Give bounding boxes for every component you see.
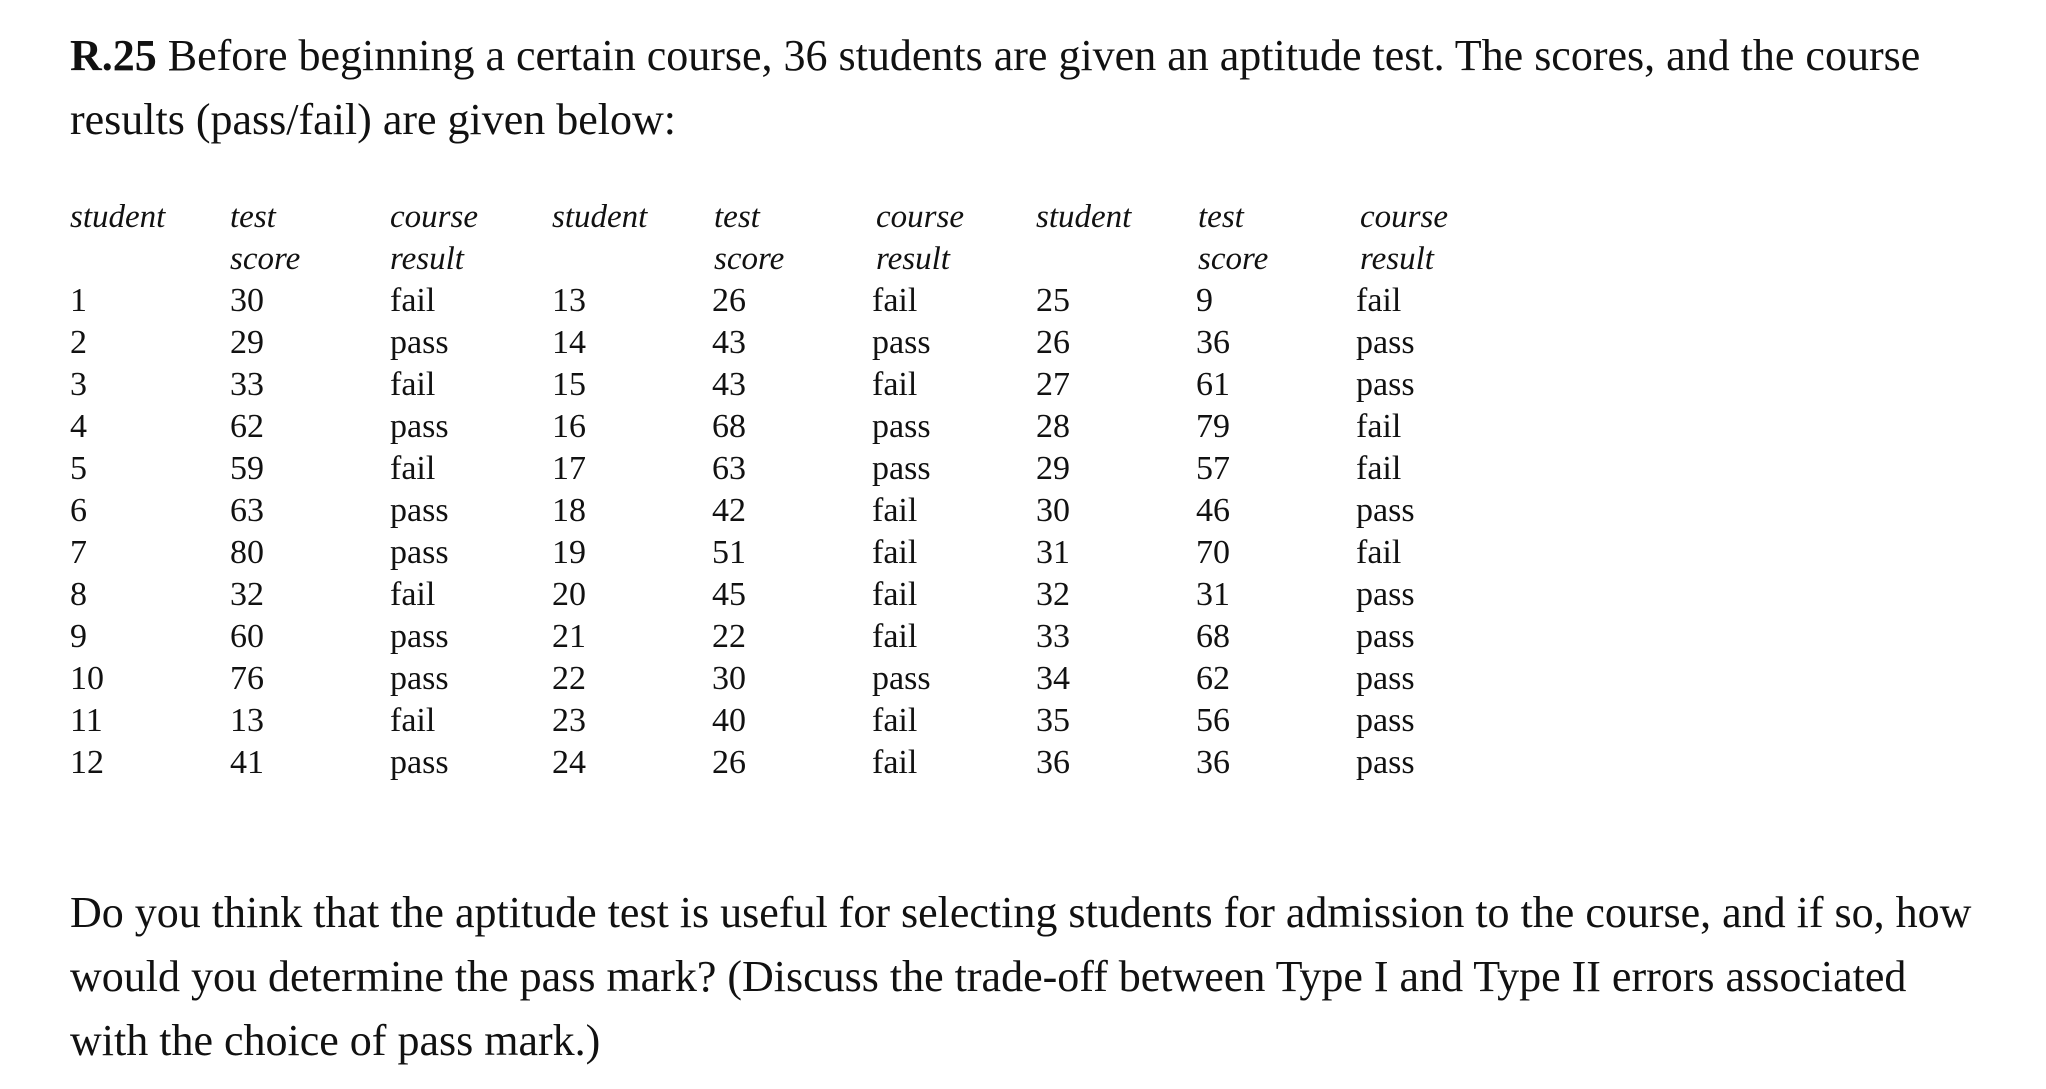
- course-result-cell: pass: [1356, 702, 1415, 739]
- test-score-cell: 36: [1196, 744, 1230, 781]
- problem-label: R.25: [70, 31, 157, 80]
- course-result-cell: pass: [390, 660, 449, 697]
- test-score-cell: 30: [712, 660, 746, 697]
- test-score-cell: 31: [1196, 576, 1230, 613]
- student-number-cell: 1: [70, 282, 87, 319]
- course-header: course: [876, 199, 964, 235]
- test-score-cell: 45: [712, 576, 746, 613]
- course-result-cell: pass: [390, 324, 449, 361]
- test-score-cell: 63: [712, 450, 746, 487]
- student-number-cell: 4: [70, 408, 87, 445]
- question-text: Do you think that the aptitude test is useful for selecting students for admission to the course, and if so, how would you determine the pass mark? (Discuss the trade-off between Type I and Type II errors associated with the choice of pass mark.): [70, 888, 1972, 1065]
- student-number-cell: 2: [70, 324, 87, 361]
- student-number-cell: 21: [552, 618, 586, 655]
- test-score-cell: 41: [230, 744, 264, 781]
- test-header: test: [714, 199, 760, 235]
- student-number-cell: 22: [552, 660, 586, 697]
- course-result-cell: pass: [1356, 576, 1415, 613]
- student-number-cell: 32: [1036, 576, 1070, 613]
- test-score-cell: 32: [230, 576, 264, 613]
- course-result-cell: pass: [872, 660, 931, 697]
- test-score-cell: 13: [230, 702, 264, 739]
- student-number-cell: 13: [552, 282, 586, 319]
- student-number-cell: 25: [1036, 282, 1070, 319]
- course-result-cell: fail: [872, 744, 918, 781]
- result-header: result: [1360, 241, 1434, 277]
- course-result-cell: fail: [872, 366, 918, 403]
- course-result-cell: pass: [1356, 744, 1415, 781]
- test-score-cell: 61: [1196, 366, 1230, 403]
- test-score-cell: 60: [230, 618, 264, 655]
- student-number-cell: 31: [1036, 534, 1070, 571]
- test-score-cell: 22: [712, 618, 746, 655]
- test-score-cell: 43: [712, 324, 746, 361]
- course-result-cell: fail: [1356, 534, 1402, 571]
- course-result-cell: fail: [390, 450, 436, 487]
- score-header: score: [714, 241, 785, 277]
- course-result-cell: fail: [872, 702, 918, 739]
- test-score-cell: 30: [230, 282, 264, 319]
- student-number-cell: 10: [70, 660, 104, 697]
- test-score-cell: 56: [1196, 702, 1230, 739]
- test-score-cell: 33: [230, 366, 264, 403]
- result-header: result: [876, 241, 950, 277]
- student-number-cell: 36: [1036, 744, 1070, 781]
- student-number-cell: 18: [552, 492, 586, 529]
- problem-intro-text: Before beginning a certain course, 36 students are given an aptitude test. The scores, and the course results (pass/fail) are given below:: [70, 31, 1921, 144]
- test-score-cell: 62: [1196, 660, 1230, 697]
- test-score-cell: 57: [1196, 450, 1230, 487]
- student-number-cell: 14: [552, 324, 586, 361]
- course-result-cell: pass: [390, 408, 449, 445]
- student-number-cell: 17: [552, 450, 586, 487]
- course-result-cell: pass: [872, 408, 931, 445]
- course-result-cell: fail: [390, 282, 436, 319]
- student-number-cell: 5: [70, 450, 87, 487]
- course-result-cell: fail: [872, 534, 918, 571]
- course-result-cell: pass: [1356, 366, 1415, 403]
- course-result-cell: pass: [1356, 660, 1415, 697]
- score-header: score: [1198, 241, 1269, 277]
- course-result-cell: fail: [390, 702, 436, 739]
- student-number-cell: 6: [70, 492, 87, 529]
- score-header: score: [230, 241, 301, 277]
- course-result-cell: fail: [872, 618, 918, 655]
- student-number-cell: 7: [70, 534, 87, 571]
- student-header: student: [552, 199, 648, 235]
- course-header: course: [1360, 199, 1448, 235]
- student-header: student: [70, 199, 166, 235]
- student-number-cell: 30: [1036, 492, 1070, 529]
- test-header: test: [230, 199, 276, 235]
- student-number-cell: 8: [70, 576, 87, 613]
- test-score-cell: 59: [230, 450, 264, 487]
- student-number-cell: 9: [70, 618, 87, 655]
- course-result-cell: pass: [1356, 492, 1415, 529]
- course-result-cell: pass: [390, 492, 449, 529]
- course-result-cell: pass: [1356, 618, 1415, 655]
- result-header: result: [390, 241, 464, 277]
- test-score-cell: 43: [712, 366, 746, 403]
- test-score-cell: 26: [712, 282, 746, 319]
- course-result-cell: fail: [390, 576, 436, 613]
- course-result-cell: fail: [872, 282, 918, 319]
- test-score-cell: 68: [712, 408, 746, 445]
- course-result-cell: pass: [1356, 324, 1415, 361]
- course-result-cell: fail: [872, 576, 918, 613]
- test-score-cell: 62: [230, 408, 264, 445]
- student-number-cell: 12: [70, 744, 104, 781]
- problem-intro: [70, 24, 1970, 152]
- test-header: test: [1198, 199, 1244, 235]
- student-number-cell: 15: [552, 366, 586, 403]
- student-number-cell: 24: [552, 744, 586, 781]
- test-score-cell: 63: [230, 492, 264, 529]
- test-score-cell: 46: [1196, 492, 1230, 529]
- test-score-cell: 70: [1196, 534, 1230, 571]
- student-number-cell: 26: [1036, 324, 1070, 361]
- student-number-cell: 28: [1036, 408, 1070, 445]
- course-result-cell: pass: [390, 534, 449, 571]
- course-header: course: [390, 199, 478, 235]
- course-result-cell: fail: [390, 366, 436, 403]
- course-result-cell: pass: [872, 450, 931, 487]
- student-number-cell: 23: [552, 702, 586, 739]
- test-score-cell: 26: [712, 744, 746, 781]
- test-score-cell: 42: [712, 492, 746, 529]
- student-number-cell: 3: [70, 366, 87, 403]
- course-result-cell: pass: [872, 324, 931, 361]
- course-result-cell: pass: [390, 744, 449, 781]
- test-score-cell: 40: [712, 702, 746, 739]
- student-number-cell: 27: [1036, 366, 1070, 403]
- course-result-cell: fail: [1356, 282, 1402, 319]
- course-result-cell: fail: [1356, 450, 1402, 487]
- test-score-cell: 36: [1196, 324, 1230, 361]
- student-number-cell: 33: [1036, 618, 1070, 655]
- student-header: student: [1036, 199, 1132, 235]
- student-number-cell: 29: [1036, 450, 1070, 487]
- student-number-cell: 35: [1036, 702, 1070, 739]
- course-result-cell: fail: [1356, 408, 1402, 445]
- test-score-cell: 80: [230, 534, 264, 571]
- student-number-cell: 20: [552, 576, 586, 613]
- test-score-cell: 51: [712, 534, 746, 571]
- student-number-cell: 34: [1036, 660, 1070, 697]
- test-score-cell: 29: [230, 324, 264, 361]
- course-result-cell: fail: [872, 492, 918, 529]
- student-number-cell: 11: [70, 702, 103, 739]
- test-score-cell: 68: [1196, 618, 1230, 655]
- student-number-cell: 19: [552, 534, 586, 571]
- test-score-cell: 76: [230, 660, 264, 697]
- student-number-cell: 16: [552, 408, 586, 445]
- test-score-cell: 79: [1196, 408, 1230, 445]
- data-table: [70, 196, 1490, 784]
- course-result-cell: pass: [390, 618, 449, 655]
- test-score-cell: 9: [1196, 282, 1213, 319]
